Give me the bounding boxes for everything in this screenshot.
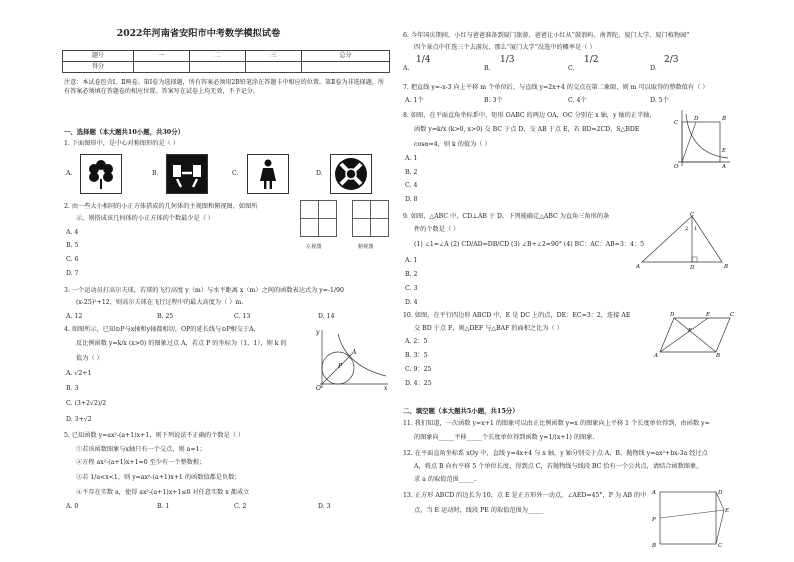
q1-circle-cross-figure (330, 154, 372, 194)
question-7: 7. 把直线 y=-x-3 向上平移 m 个单位后，与直线 y=2x+4 的交点在第二象限，则 m 可以取得的整数值有（ ） (403, 84, 709, 91)
q6-option-a[interactable]: A. (403, 65, 410, 72)
q13-square-figure (650, 488, 734, 548)
q6-fraction-c: 1/2 (584, 55, 599, 65)
question-10-line1: 10. 如图，在平行四边形 ABCD 中，E 是 DC 上的点，DE：EC=3：2，连接 AE (403, 312, 631, 319)
svg-text:B: B (652, 543, 657, 548)
svg-text:1: 1 (694, 226, 698, 232)
q6-fraction-a: 1/4 (416, 55, 431, 65)
q5-option-c[interactable]: C. 2 (234, 503, 247, 510)
svg-text:B: B (722, 116, 727, 122)
q1-option-b[interactable]: B. (152, 170, 159, 177)
svg-text:O: O (674, 164, 679, 168)
q1-option-c[interactable]: C. (232, 170, 239, 177)
q9-option-b[interactable]: B. 2 (405, 271, 418, 278)
q4-option-c[interactable]: C. (3+2√2)/2 (66, 400, 107, 407)
q6-fraction-b: 1/3 (500, 55, 515, 65)
question-4-line2: 反比例函数 y=k/x (x>0) 的图象过点 A，若点 P 的坐标为（1，1），则 k 的 (76, 340, 287, 347)
q5-item-3: ③若 1/a<x<1，则 y=ax²-(a+1)x+1 的函数值都是负数； (76, 474, 241, 481)
q3-option-a[interactable]: A. 12 (66, 313, 83, 320)
question-1: 1. 下面图形中，是中心对称图形的是（ ） (64, 140, 180, 147)
q10-parallelogram-figure (652, 310, 736, 358)
question-6-line2: 四个景点中任选三个去游玩，那么“厦门大学”没选中的概率是（ ） (414, 44, 596, 51)
q5-option-a[interactable]: A. 0 (66, 503, 79, 510)
q10-option-d[interactable]: D. 4：25 (405, 380, 432, 387)
question-9-line1: 9. 如图，△ABC 中，CD⊥AB 于 D，下列能确定△ABC 为直角三角形的条 (403, 213, 610, 220)
q7-option-c[interactable]: C. 4个 (568, 97, 587, 104)
q10-option-b[interactable]: B. 3：5 (405, 352, 428, 359)
svg-text:x: x (384, 385, 388, 392)
q8-option-c[interactable]: C. 4 (405, 182, 418, 189)
question-5-line1: 5. 已知函数 y=ax²-(a+1)x+1，则下列说法不正确的个数是（ ） (64, 432, 245, 439)
q2-option-a[interactable]: A. 4 (66, 229, 79, 236)
q1-option-a[interactable]: A. (66, 170, 73, 177)
q1-chairs-figure (166, 154, 208, 194)
q9-option-d[interactable]: D. 4 (405, 299, 418, 306)
q2-top-view-label: 俯视图 (358, 244, 374, 250)
question-4-line1: 4. 如图所示，已知⊙P与x轴和y轴都相切，OP的延长线与⊙P相交于A， (64, 326, 260, 333)
svg-text:C: C (718, 543, 723, 548)
q4-option-a[interactable]: A. √2+1 (66, 370, 92, 377)
svg-text:E: E (706, 312, 711, 318)
question-3-line1: 3. 一个运动员打高尔夫球，若球的飞行高度 y（m）与水平距离 x（m）之间的函数表达式为 y=-1/90 (64, 287, 344, 294)
table-row: 题号 一 二 三 总分 (63, 51, 390, 62)
q2-option-d[interactable]: D. 7 (66, 270, 79, 277)
question-11-line1: 11. 我们知道，一次函数 y=x+1 的图象可以由正比例函数 y=x 的图象向上平移 1 个长度单位得到，由函数 y= (403, 420, 710, 427)
q7-option-a[interactable]: A. 1个 (405, 97, 424, 104)
q5-item-4: ④不存在实数 a，使得 ax²-(a+1)x+1≤0 对任意实数 x 都成立 (76, 489, 250, 496)
question-10-line2: 交 BD 于点 F，则△DEF 与△BAF 的面积之比为（ ） (414, 325, 563, 332)
svg-text:C: C (730, 312, 735, 318)
q4-option-d[interactable]: D. 3+√2 (66, 416, 92, 423)
svg-text:A: A (654, 353, 658, 358)
q9-option-c[interactable]: C. 3 (405, 285, 418, 292)
q8-option-d[interactable]: D. 8 (405, 196, 418, 203)
svg-text:D: D (718, 490, 723, 496)
svg-text:O: O (316, 385, 321, 392)
question-6-line1: 6. 今年国庆期间，小红与爸爸准备到厦门旅游，爸爸让小红从“鼓浪屿、南普陀、厦门大学、厦门植物园” (403, 32, 690, 39)
question-11-line2: 的图象向_____平移_____个长度单位得到函数 y=1/(x+1) 的图象. (414, 434, 595, 441)
score-table (62, 50, 390, 73)
q5-item-2: ②方程 ax²-(a+1)x+1=0 至少有一个整数根； (76, 459, 206, 466)
q6-option-c[interactable]: C. (568, 65, 575, 72)
q2-option-c[interactable]: C. 6 (66, 256, 79, 263)
question-4-line3: 值为（ ） (76, 355, 103, 362)
q10-option-c[interactable]: C. 9：25 (405, 366, 432, 373)
q3-option-b[interactable]: B. 25 (157, 313, 174, 320)
q9-option-a[interactable]: A. 1 (405, 257, 418, 264)
svg-text:A: A (722, 164, 726, 168)
question-12-line2: A，将点 B 向右平移 5 个单位长度，得到点 C，若抛物线与线段 BC 恰有一个公共点，请结合函数图象， (414, 463, 703, 470)
page-title: 2022年河南省安阳市中考数学模拟试卷 (116, 28, 281, 39)
q6-fraction-d: 2/3 (664, 55, 679, 65)
exam-notice: 注意：本试卷包含Ⅰ、Ⅱ两卷。第Ⅰ卷为选择题，所有答案必须用2B铅笔涂在答题卡中相应的位置。第Ⅱ卷为非选择题，所有答案必须填在答题卷的相应位置。答案写在试卷上均无效，不予记分。 (64, 79, 385, 96)
svg-text:y: y (316, 329, 320, 336)
question-8-line3: cosα=4，则 k 的值为（ ） (414, 141, 491, 148)
question-9-line2: 件的个数是（ ） (414, 226, 460, 233)
question-3-line2: (x-25)²+12，则高尔夫球在飞行过程中的最大高度为（ ）m. (76, 299, 244, 306)
q1-person-figure (247, 154, 289, 194)
svg-text:P: P (652, 517, 656, 523)
svg-text:A: A (636, 264, 640, 270)
svg-text:D: D (690, 265, 695, 270)
q5-item-1: ①若该函数图象与x轴只有一个交点，则 a=1； (76, 446, 206, 453)
q8-option-a[interactable]: A. 1 (405, 155, 418, 162)
question-12-line1: 12. 在平面直角坐标系 xOy 中，直线 y=4x+4 与 x 轴，y 轴分别交于点 A，B，抛物线 y=ax²+bx-3a 经过点 (403, 450, 708, 457)
q5-option-d[interactable]: D. 3 (318, 503, 331, 510)
question-2-line1: 2. 由一些大小相同的小正方体搭成的几何体的主视图和俯视图，如图所 (64, 203, 258, 210)
svg-text:E: E (722, 148, 727, 154)
section-choice-heading: 一、选择题（本大题共10小题，共30分） (64, 128, 185, 136)
q1-option-d[interactable]: D. (316, 170, 323, 177)
q8-option-b[interactable]: B. 2 (405, 169, 418, 176)
q10-option-a[interactable]: A. 2：5 (405, 338, 428, 345)
svg-text:D: D (694, 116, 699, 122)
question-13-line1: 13. 正方形 ABCD 的边长为 10，点 E 是正方形外一动点，∠AED=45°，P 为 AB 的中 (403, 492, 647, 499)
q3-option-c[interactable]: C. 13 (234, 313, 251, 320)
svg-text:C: C (690, 212, 695, 218)
question-8-line1: 8. 如图，在平面直角坐标系中，矩形 OABC 的两边 OA，OC 分别在 x 轴，y 轴的正半轴， (403, 112, 656, 119)
q6-option-b[interactable]: B. (484, 65, 491, 72)
question-2-line2: 示，则搭成该几何体的小正方体的个数最少是（ ） (76, 215, 215, 222)
svg-text:A: A (352, 349, 357, 356)
svg-text:B: B (724, 264, 729, 270)
question-8-line2: 函数 y=k/x (k>0, x>0) 交 BC 于点 D，交 AB 于点 E，若 BD=2CD，S△BDE (414, 126, 640, 133)
q6-option-d[interactable]: D. (650, 65, 657, 72)
q1-flower-figure (80, 154, 122, 194)
svg-text:B: B (716, 353, 721, 358)
svg-text:A: A (652, 490, 656, 496)
question-12-line3: 求 a 的取值范围_____. (414, 476, 477, 483)
q7-option-d[interactable]: D. 5个 (650, 97, 669, 104)
q7-option-b[interactable]: B. 3个 (484, 97, 503, 104)
svg-text:E: E (725, 508, 730, 514)
svg-text:P: P (338, 363, 343, 370)
q2-option-b[interactable]: B. 5 (66, 242, 79, 249)
svg-text:2: 2 (685, 226, 689, 232)
table-row: 得分 (63, 62, 390, 73)
q8-rectangle-hyperbola-figure (672, 108, 732, 168)
question-9-line3: (1) ∠1=∠A (2) CD/AD=DB/CD (3) ∠B+∠2=90° (4) BC：AC：AB=3：4：5 (414, 241, 645, 248)
q2-left-view-label: 左视图 (306, 244, 322, 250)
svg-text:D: D (670, 312, 675, 318)
q3-option-d[interactable]: D. 14 (318, 313, 335, 320)
q2-view-figures (300, 200, 390, 240)
q4-option-b[interactable]: B. 3 (66, 385, 79, 392)
section-fill-heading: 二、填空题（本大题共5小题，共15分） (403, 407, 519, 415)
question-13-line2: 点，当 E 运动时，线段 PE 的取值范围为_____ (414, 507, 544, 514)
q4-circle-hyperbola-figure (312, 326, 392, 392)
svg-text:F: F (688, 328, 692, 334)
q5-option-b[interactable]: B. 1 (157, 503, 170, 510)
svg-text:C: C (674, 120, 679, 126)
q9-triangle-figure (634, 210, 734, 270)
